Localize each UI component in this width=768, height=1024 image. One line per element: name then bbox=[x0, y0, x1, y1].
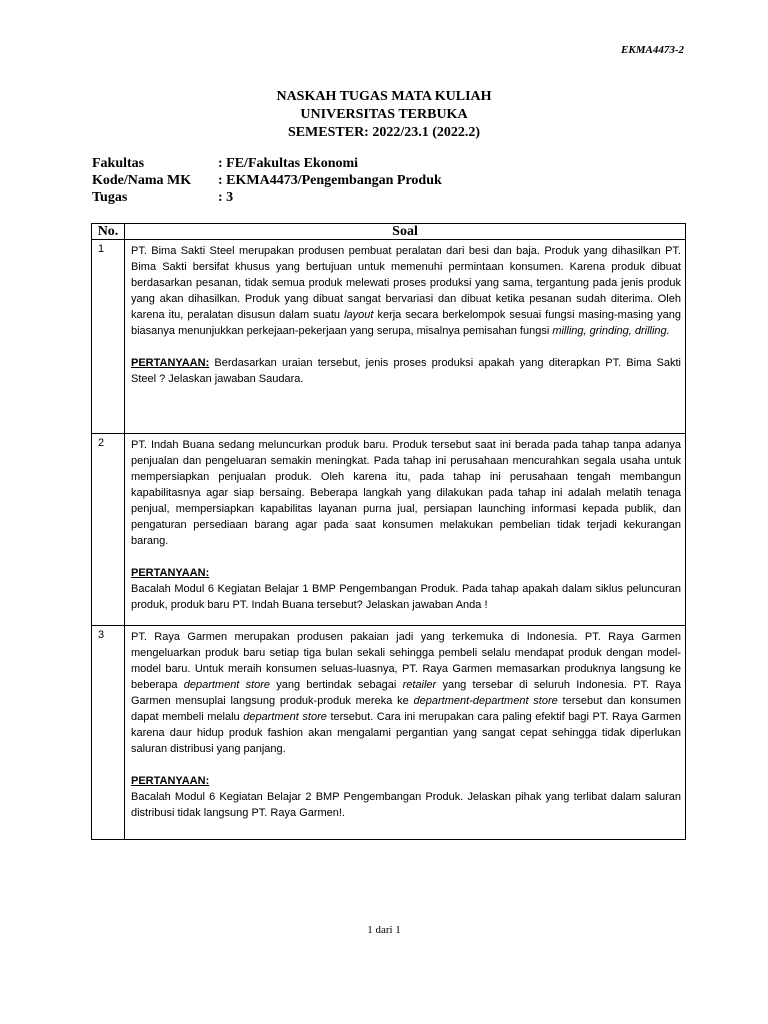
question-label: PERTANYAAN: bbox=[131, 357, 210, 369]
meta-value: : 3 bbox=[218, 190, 234, 205]
meta-label: Fakultas bbox=[92, 156, 145, 171]
meta-label: Kode/Nama MK bbox=[92, 173, 192, 188]
questions-table bbox=[91, 223, 686, 840]
question-text: PERTANYAAN: Bacalah Modul 6 Kegiatan Belajar 1 BMP Pengembangan Produk. Pada tahap apakah dalam siklus peluncuran produk, produk baru PT. Indah Buana tersebut? Jelaskan jawaban Anda ! bbox=[131, 567, 681, 611]
question-cell bbox=[125, 434, 686, 626]
case-text: PT. Bima Sakti Steel merupakan produsen pembuat peralatan dari besi dan baja. Produk yang dihasilkan PT. Bima Sakti bersifat khusus yang bertujuan untuk memenuhi permintaan konsumen. Karena produk dibuat berdasarkan pesanan, tidak semua produk melewati proses produksi yang sama, tergantung pada jenis produk yang akan dihasilkan. Produk yang dibuat sangat bervariasi dan dibuat ketika pesanan sudah diterima. Oleh karena itu, peralatan disusun dalam suatu layout kerja secara berkelompok sesuai fungsi masing-masing yang biasanya menunjukkan perkejaan-pekerjaan yang serupa, misalnya pemisahan fungsi milling, grinding, drilling. bbox=[131, 245, 681, 337]
question-label: PERTANYAAN: bbox=[131, 775, 210, 787]
row-number: 3 bbox=[92, 626, 125, 840]
table-row bbox=[92, 240, 686, 434]
meta-row-tugas bbox=[92, 189, 442, 206]
table-header-row bbox=[92, 224, 686, 240]
case-text: PT. Raya Garmen merupakan produsen pakaian jadi yang terkemuka di Indonesia. PT. Raya Garmen mengeluarkan produk baru setiap tiga bulan sekali sehingga pembeli selalu mendapat produk dengan model-model baru. Untuk meraih konsumen seluas-luasnya, PT. Raya Garmen memasarkan produknya langsung ke beberapa department store yang bertindak sebagai retailer yang tersebar di seluruh Indonesia. PT. Raya Garmen mensuplai langsung produk-produk mereka ke department-department store tersebut dan konsumen dapat membeli melalu department store tersebut. Cara ini merupakan cara paling efektif bagi PT. Raya Garmen karena daur hidup produk fashion akan mengalami pergantian yang sangat cepat sehingga tidak diperlukan saluran distribusi yang panjang. bbox=[131, 631, 682, 755]
meta-label: Tugas bbox=[92, 190, 128, 205]
meta-value: : EKMA4473/Pengembangan Produk bbox=[218, 173, 442, 188]
table-row bbox=[92, 434, 686, 626]
page-number: 1 dari 1 bbox=[367, 924, 401, 936]
table-row bbox=[92, 626, 686, 840]
course-code: EKMA4473-2 bbox=[621, 44, 684, 56]
question-text: PERTANYAAN: Berdasarkan uraian tersebut, jenis proses produksi apakah yang diterapkan PT. Bima Sakti Steel ? Jelaskan jawaban Saudara. bbox=[131, 357, 681, 385]
title-line-1: NASKAH TUGAS MATA KULIAH bbox=[276, 89, 492, 104]
title-line-3: SEMESTER: 2022/23.1 (2022.2) bbox=[287, 125, 481, 140]
column-header-no: No. bbox=[92, 224, 125, 240]
row-number: 2 bbox=[92, 434, 125, 626]
meta-row-fakultas bbox=[92, 155, 442, 172]
question-label: PERTANYAAN: bbox=[131, 567, 210, 579]
title-line-2: UNIVERSITAS TERBUKA bbox=[300, 107, 468, 122]
row-number: 1 bbox=[92, 240, 125, 434]
question-cell bbox=[125, 240, 686, 434]
question-text: PERTANYAAN: Bacalah Modul 6 Kegiatan Belajar 2 BMP Pengembangan Produk. Jelaskan pihak yang terlibat dalam saluran distribusi tidak langsung PT. Raya Garmen!. bbox=[131, 775, 681, 819]
case-text: PT. Indah Buana sedang meluncurkan produk baru. Produk tersebut saat ini berada pada tahap tanpa adanya penjualan dan pengeluaran semakin meningkat. Pada tahap ini perusahaan mencurahkan segala usaha untuk mempersiapkan penjualan produk. Oleh karena itu, pada tahap ini perusahaan tengah membangun kapabilitasnya agar siap bersaing. Beberapa langkah yang dilakukan pada tahap ini adalah melatih tenaga penjual, mempersiapkan kapabilitas layanan purna jual, persiapan launching informasi kepada publik, dan pengaturan persediaan barang agar pada saat konsumen melakukan pembelian tidak terjadi kekurangan barang. bbox=[131, 439, 681, 547]
course-info bbox=[92, 155, 442, 206]
meta-value: : FE/Fakultas Ekonomi bbox=[218, 156, 359, 171]
question-cell bbox=[125, 626, 686, 840]
document-title bbox=[0, 88, 768, 142]
meta-row-kode bbox=[92, 172, 442, 189]
column-header-soal: Soal bbox=[125, 224, 686, 240]
